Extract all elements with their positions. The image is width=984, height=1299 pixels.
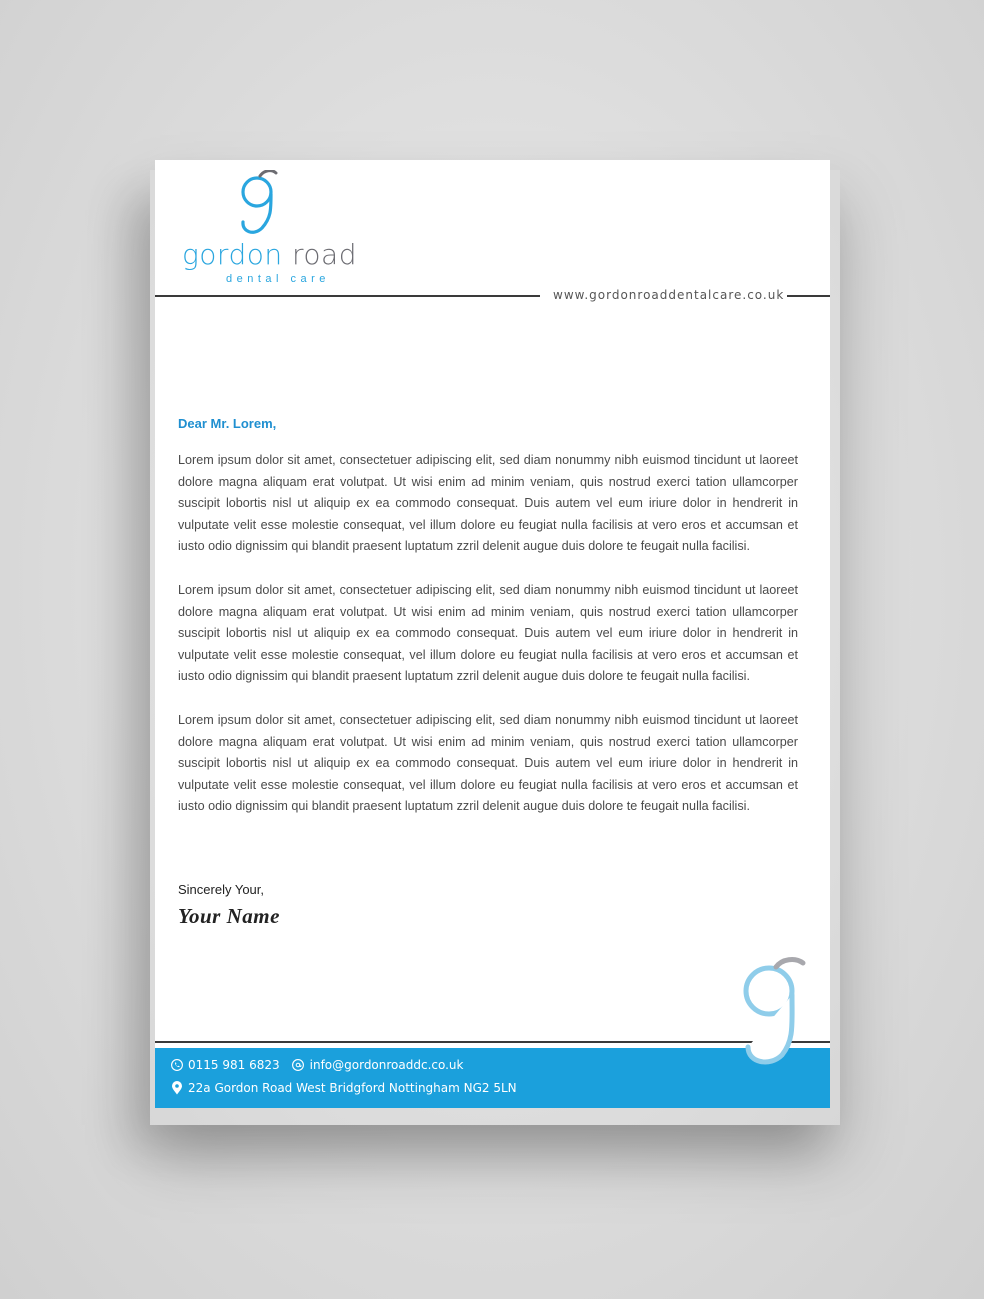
brand-name-road: road [292,238,357,271]
footer-g-mark-icon [740,955,810,1095]
brand-logo [180,170,380,285]
footer-phone[interactable]: 0115 981 6823 [188,1058,280,1072]
letter-paragraph: Lorem ipsum dolor sit amet, consectetuer adipiscing elit, sed diam nonummy nibh euismod tincidunt ut laoreet dolore magna aliquam erat volutpat. Ut wisi enim ad minim veniam, quis nostrud exerci tation ullamcorper suscipit lobortis nisl ut aliquip ex ea commodo consequat. Duis autem vel eum iriure dolor in hendrerit in vulputate velit esse molestie consequat, vel illum dolore eu feugiat nulla facilisis at vero eros et accumsan et iusto odio dignissim qui blandit praesent luptatum zzril delenit augue duis dolore te feugait nulla facilisi. [178,582,798,684]
header-divider-right [787,295,830,297]
footer-contact-row [170,1058,464,1072]
footer-bar [155,1048,830,1108]
letter-greeting: Dear Mr. Lorem, [178,416,277,431]
brand-name-gordon: gordon [182,238,283,271]
logo-g-mark-icon [240,170,280,242]
website-url: www.gordonroaddentalcare.co.uk [553,288,785,302]
at-sign-icon [292,1059,305,1072]
letter-body [178,450,798,840]
brand-tagline: dental care [226,273,330,285]
footer-email[interactable]: info@gordonroaddc.co.uk [309,1058,464,1072]
footer-address-row [170,1081,517,1095]
letter-closing: Sincerely Your, [178,882,265,897]
letterhead-page [155,160,830,1108]
letter-paragraph: Lorem ipsum dolor sit amet, consectetuer adipiscing elit, sed diam nonummy nibh euismod tincidunt ut laoreet dolore magna aliquam erat volutpat. Ut wisi enim ad minim veniam, quis nostrud exerci tation ullamcorper suscipit lobortis nisl ut aliquip ex ea commodo consequat. Duis autem vel eum iriure dolor in hendrerit in vulputate velit esse molestie consequat, vel illum dolore eu feugiat nulla facilisis at vero eros et accumsan et iusto odio dignissim qui blandit praesent luptatum zzril delenit augue duis dolore te feugait nulla facilisi. [178,453,798,554]
phone-icon [170,1059,183,1072]
footer-divider [155,1041,830,1043]
letter-paragraph: Lorem ipsum dolor sit amet, consectetuer adipiscing elit, sed diam nonummy nibh euismod tincidunt ut laoreet dolore magna aliquam erat volutpat. Ut wisi enim ad minim veniam, quis nostrud exerci tation ullamcorper suscipit lobortis nisl ut aliquip ex ea commodo consequat. Duis autem vel eum iriure dolor in hendrerit in vulputate velit esse molestie consequat, vel illum dolore eu feugiat nulla facilisis at vero eros et accumsan et iusto odio dignissim qui blandit praesent luptatum zzril delenit augue duis dolore te feugait nulla facilisi. [178,712,798,814]
letter-signature: Your Name [178,904,280,928]
footer-address: 22a Gordon Road West Bridgford Nottingham NG2 5LN [188,1081,517,1095]
brand-name [182,238,357,271]
header-divider-left [155,295,540,297]
map-pin-icon [170,1082,183,1095]
